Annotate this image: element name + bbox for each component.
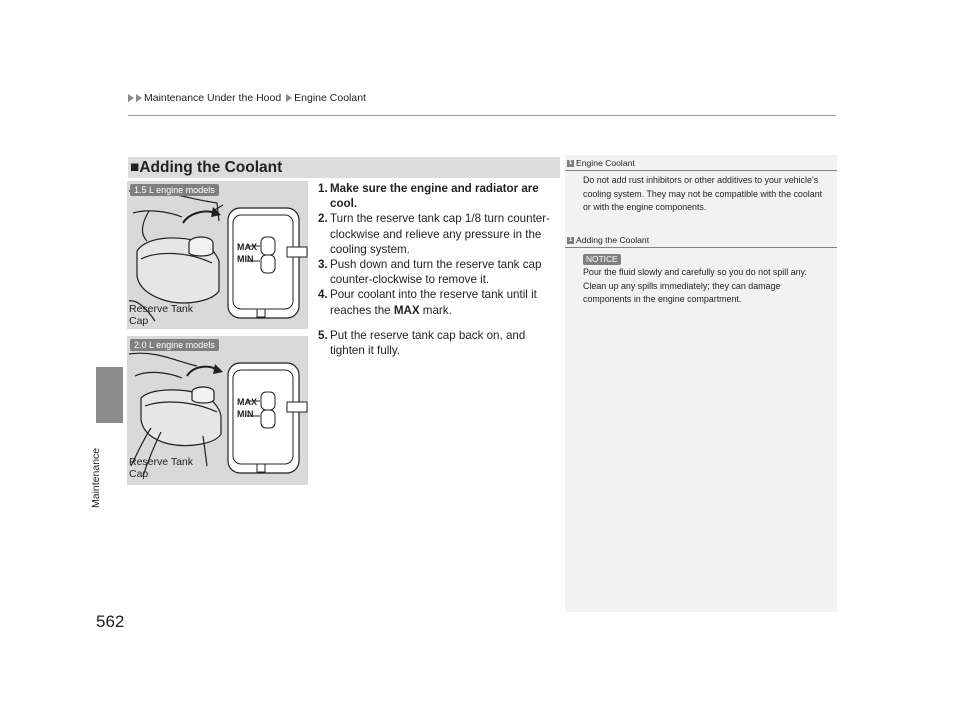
figure-tag: 1.5 L engine models [130,184,219,196]
step-text-part: mark. [419,303,452,317]
step-text: Put the reserve tank cap back on, and tighten it fully. [330,328,526,358]
breadcrumb [128,92,366,104]
figure-caption [129,456,193,480]
step-3 [318,257,560,287]
header-divider [128,115,836,116]
figure-2-0l-engine [127,336,308,485]
figure-caption [129,303,193,327]
breadcrumb-current[interactable]: Engine Coolant [294,92,366,104]
note-heading-engine-coolant[interactable] [567,158,635,168]
breadcrumb-arrow-icon [136,94,142,102]
note-heading-adding-coolant[interactable] [567,235,649,245]
max-mark-label: MAX [237,242,257,252]
step-text-part: Pour coolant into the reserve tank until it reaches the [330,288,537,317]
note-heading-text: Adding the Coolant [576,235,650,245]
step-number: 5. [318,328,328,342]
note-divider [565,247,837,248]
notes-sidebar [565,155,837,612]
reference-number-icon: 1 [568,159,573,166]
step-text: Push down and turn the reserve tank cap counter-clockwise to remove it. [330,258,542,287]
page-number: 562 [96,612,125,631]
notice-badge: NOTICE [583,254,621,265]
max-emphasis: MAX [393,303,420,317]
step-text: Turn the reserve tank cap 1/8 turn counter-clockwise and relieve any pressure in the cooling system. [330,212,550,256]
step-text [330,287,560,317]
chapter-tab[interactable] [96,367,123,423]
step-2 [318,211,560,257]
breadcrumb-link-maintenance-under-hood[interactable]: Maintenance Under the Hood [144,92,282,104]
chapter-label-text: Maintenance [90,447,102,508]
step-text: Make sure the engine and radiator are cool. [330,182,539,211]
min-mark-label: MIN [237,409,254,419]
breadcrumb-arrow-icon [286,94,292,102]
note-body: Do not add rust inhibitors or other additives to your vehicle’s cooling system. They may not be compatible with the coolant or with the engine components. [583,175,823,212]
note-heading-text: Engine Coolant [576,158,635,168]
caption-line: Cap [129,315,149,327]
step-5 [318,328,560,358]
reference-number-icon: 1 [568,236,573,243]
note-body: Pour the fluid slowly and carefully so you do not spill any. Clean up any spills immediately; they can damage components in the engine compartment. [583,267,807,304]
chapter-label [88,434,108,514]
caption-line: Reserve Tank [129,456,194,468]
step-number: 2. [318,212,328,226]
caption-line: Cap [129,468,149,480]
step-4 [318,287,560,317]
step-number: 1. [318,182,328,195]
step-1 [318,181,560,211]
note-divider [565,170,837,171]
section-heading: ■Adding the Coolant [128,157,560,178]
caption-line: Reserve Tank [129,303,194,315]
step-number: 3. [318,258,328,272]
figure-tag: 2.0 L engine models [130,339,219,351]
step-number: 4. [318,288,328,302]
min-mark-label: MIN [237,254,254,264]
figure-1-5l-engine [127,181,308,329]
procedure-steps [318,181,560,358]
breadcrumb-arrow-icon [128,94,134,102]
max-mark-label: MAX [237,397,257,407]
